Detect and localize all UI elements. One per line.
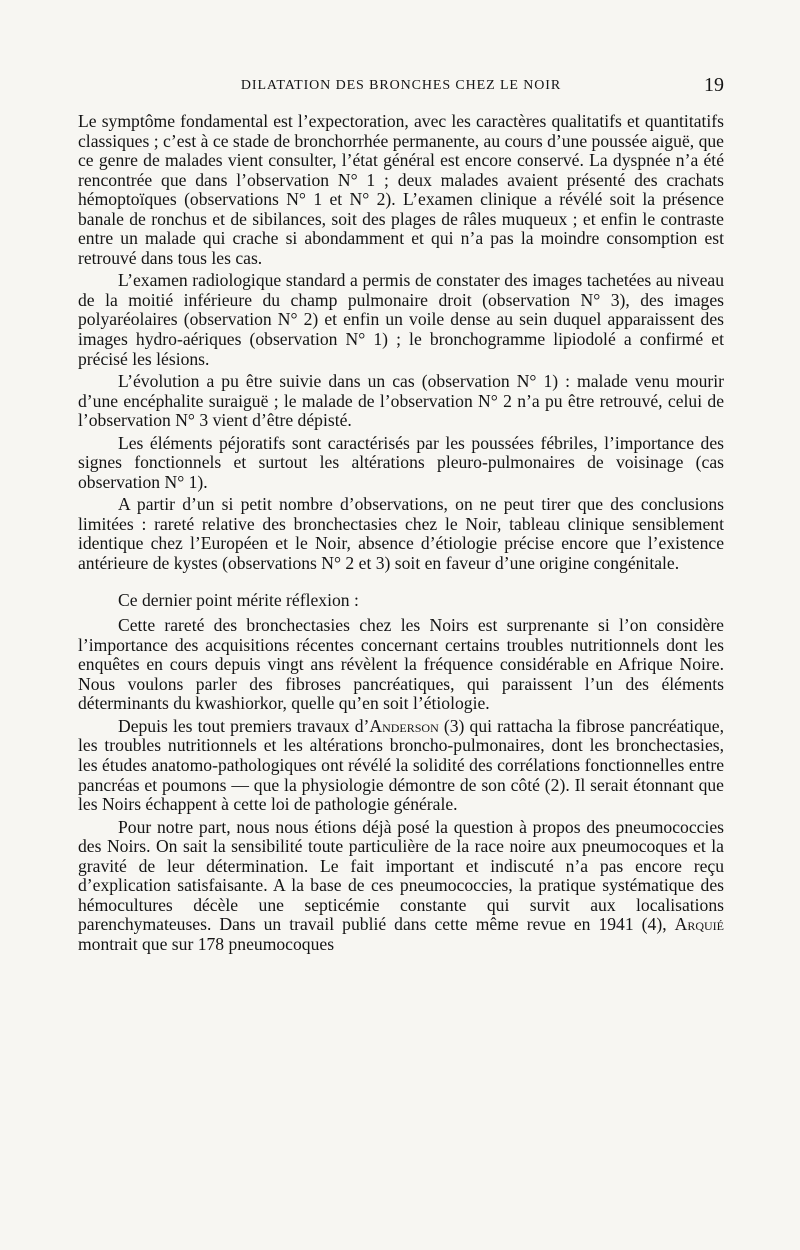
paragraph-conclusions: [78, 495, 724, 573]
paragraph-evolution: [78, 372, 724, 431]
body-text: [78, 112, 724, 957]
paragraph-pejorative-elements: [78, 434, 724, 493]
paragraph-text: L’examen radiologique standard a permis de constater des images tachetées au niveau de la moitié inférieure du champ pulmonaire droit (observation N° 3), des images polyaréolaires (observation N° 2) et enfin un voile dense au sein duquel apparaissent des images hydro-aériques (observation N° 1) ; le bronchogramme lipiodolé a confirmé et précisé les lésions.: [78, 270, 724, 369]
page-number: 19: [704, 74, 724, 96]
author-name: Arquié: [674, 914, 724, 935]
paragraph-reflection-lead: [78, 591, 724, 611]
author-name: Anderson: [369, 715, 439, 736]
paragraph-text-before: Pour notre part, nous nous étions déjà posé la question à propos des pneumococcies des Noirs. On sait la sensibilité toute particulière de la race noire aux pneumocoques et la gravité de leur détermination. Le fait important et indiscuté n’a pas encore reçu d’explication satisfaisante. A la base de ces pneumococcies, la pratique systématique des hémocultures décèle une septicémie constante qui survit aux localisations parenchymateuses. Dans un travail publié dans cette même revue en 1941 (4),: [78, 816, 724, 935]
paragraph-radiology: [78, 271, 724, 369]
paragraph-rarity: [78, 616, 724, 714]
paragraph-pneumococcies: [78, 818, 724, 955]
paragraph-symptoms: [78, 112, 724, 268]
running-header: [78, 74, 724, 100]
paragraph-text: Cette rareté des bronchectasies chez les Noirs est surprenante si l’on considère l’importance des acquisitions récentes concernant certains troubles nutritionnels dont les enquêtes en cours depuis vingt ans révèlent la fréquence considérable en Afrique Noire. Nous voulons parler des fibroses pancréatiques, qui paraissent l’un des éléments déterminants du kwashiorkor, quelle qu’en soit l’étiologie.: [78, 615, 724, 714]
paragraph-text-after: (3) qui rattacha la fibrose pancréatique, les troubles nutritionnels et les altérations broncho-pulmonaires, dont les bronchectasies, les études anatomo-pathologiques ont révélé la solidité des corrélations fonctionnelles entre pancréas et poumons — que la physiologie démontre de son côté (2). Il serait étonnant que les Noirs échappent à cette loi de pathologie générale.: [78, 715, 724, 815]
paragraph-text: L’évolution a pu être suivie dans un cas (observation N° 1) : malade venu mourir d’une encéphalite suraiguë ; le malade de l’observation N° 2 n’a pu être retrouvé, celui de l’observation N° 3 vient d’être dépisté.: [78, 371, 724, 431]
paragraph-text: Ce dernier point mérite réflexion :: [118, 589, 359, 610]
running-title: DILATATION DES BRONCHES CHEZ LE NOIR: [240, 78, 562, 93]
paragraph-anderson: [78, 717, 724, 815]
paragraph-text: Les éléments péjoratifs sont caractérisés par les poussées fébriles, l’importance des signes fonctionnels et surtout les altérations pleuro-pulmonaires de voisinage (cas observation N° 1).: [78, 432, 724, 492]
paragraph-text-after: montrait que sur 178 pneumocoques: [78, 933, 335, 954]
paragraph-text-before: Depuis les tout premiers travaux d’: [118, 715, 370, 736]
paragraph-text: Le symptôme fondamental est l’expectoration, avec les caractères qualitatifs et quantitatifs classiques ; c’est à ce stade de bronchorrhée permanente, au cours d’une poussée aiguë, que ce genre de malades vient consulter, l’état général est encore conservé. La dyspnée n’a été rencontrée que dans l’observation N° 1 ; deux malades avaient présenté des crachats hémoptoïques (observations N° 1 et N° 2). L’examen clinique a révélé soit la présence banale de ronchus et de sibilances, soit des plages de râles muqueux ; et enfin le contraste entre un malade qui crache si abondamment et qui n’a pas la moindre consomption est retrouvé dans tous les cas.: [78, 111, 724, 268]
paragraph-text: A partir d’un si petit nombre d’observations, on ne peut tirer que des conclusions limitées : rareté relative des bronchectasies chez le Noir, tableau clinique sensiblement identique chez l’Européen et le Noir, absence d’étiologie précise encore que l’existence antérieure de kystes (observations N° 2 et 3) soit en faveur d’une origine congénitale.: [78, 494, 724, 574]
